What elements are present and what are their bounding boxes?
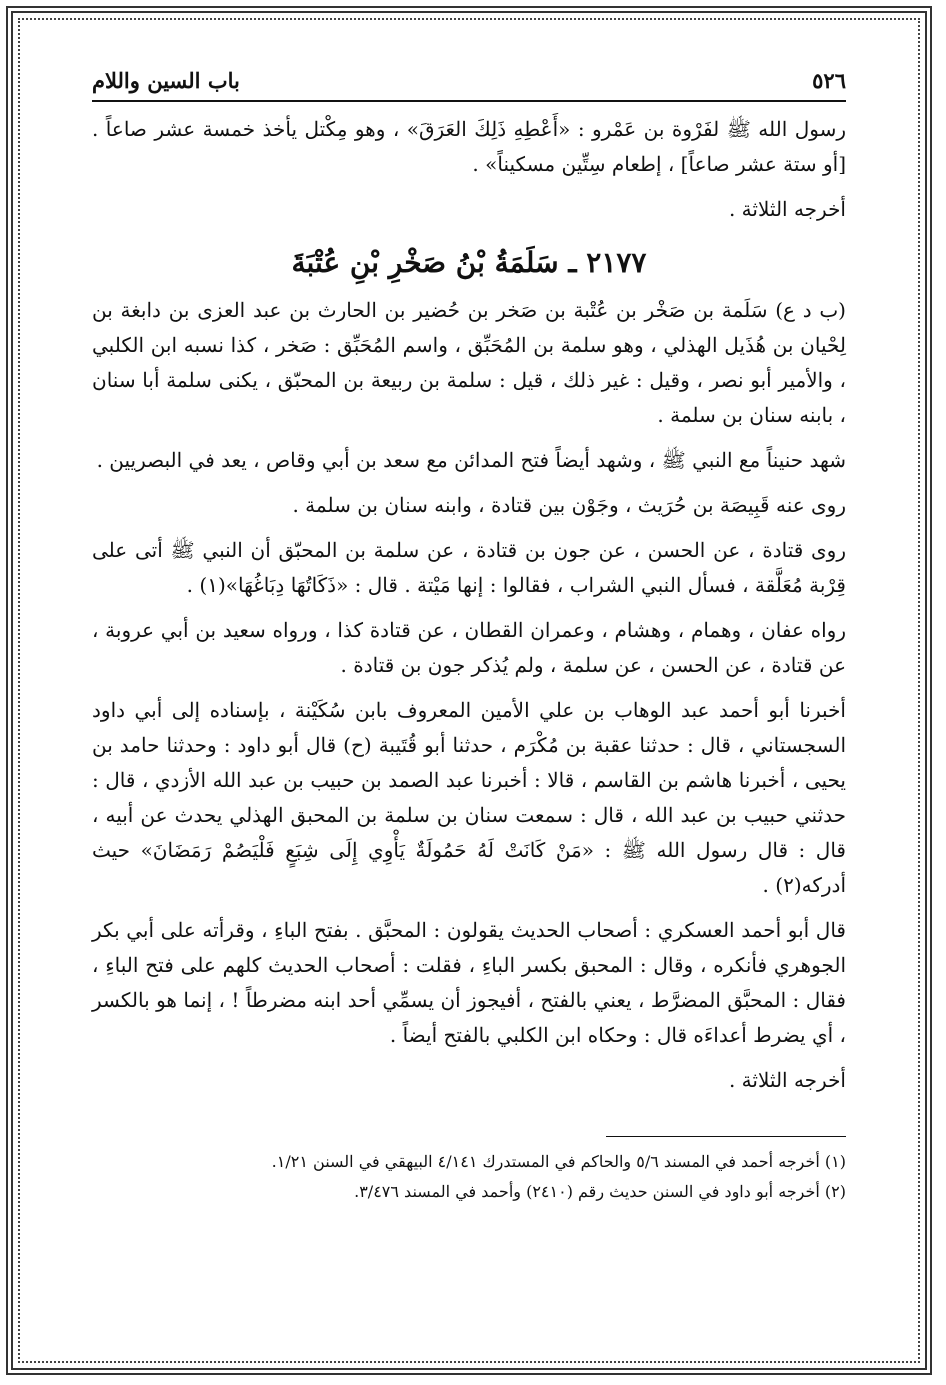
page-number: ٥٢٦ [812,68,846,93]
paragraph: أخرجه الثلاثة . [728,197,846,221]
running-header [92,66,846,102]
paragraph: رسول الله ﷺ لفَرْوة بن عَمْرو : «أَعْطِهِ ذَلِكَ العَرَقَ» ، وهو مِكْتل يأخذ خمسة عشر صاعاً . [أو ستة عشر صاعاً] ، إطعام سِتِّين مسكيناً» . [92,117,846,176]
entry-title: ٢١٧٧ ـ سَلَمَةُ بْنُ صَخْرِ بْنِ عُتْبَةَ [291,246,647,279]
footnote: (٢) أخرجه أبو داود في السنن حديث رقم (٢٤١٠) وأحمد في المسند ٣/٤٧٦. [354,1182,846,1201]
paragraph: روى قتادة ، عن الحسن ، عن جون بن قتادة ، عن سلمة بن المحبّق أن النبي ﷺ أتى على قِرْبة مُعَلَّقة ، فسأل النبي الشراب ، فقالوا : إنها مَيْتة . قال : «ذَكَاتُهَا دِبَاغُهَا»(١) . [92,538,846,597]
footnote: (١) أخرجه أحمد في المسند ٥/٦ والحاكم في المستدرك ٤/١٤١ البيهقي في السنن ١/٢١. [271,1152,846,1171]
footnote-divider [606,1136,846,1137]
paragraph: أخرجه الثلاثة . [728,1068,846,1092]
page-content [92,66,846,1207]
paragraph: قال أبو أحمد العسكري : أصحاب الحديث يقولون : المحبَّق . بفتح الباءِ ، وقرأته على أبي بكر الجوهري فأنكره ، وقال : المحبق بكسر الباءِ ، فقلت : أصحاب الحديث كلهم على فتح الباءِ ، فقال : المحبَّق المضرَّط ، يعني بالفتح ، أفيجوز أن يسمِّي أحد ابنه مضرطاً ! ، إنما هو بالكسر ، أي يضرط أعداءَه قال : وحكاه ابن الكلبي بالفتح أيضاً . [92,918,846,1047]
paragraph: رواه عفان ، وهمام ، وهشام ، وعمران القطان ، عن قتادة كذا ، ورواه سعيد بن أبي عروبة ، عن قتادة ، عن الحسن ، عن سلمة ، ولم يُذكر جون بن قتادة . [92,618,846,677]
paragraph: شهد حنيناً مع النبي ﷺ ، وشهد أيضاً فتح المدائن مع سعد بن أبي وقاص ، يعد في البصريين . [96,448,846,472]
paragraph: روى عنه قَبِيصَة بن حُرَيث ، وجَوْن بين قتادة ، وابنه سنان بن سلمة . [292,493,846,517]
paragraph: (ب د ع) سَلَمة بن صَخْر بن عُتْبة بن صَخر بن حُضير بن الحارث بن عبد العزى بن دابغة بن لِحْيان بن هُذَيل الهذلي ، وهو سلمة بن المُحَبِّق ، واسم المُحَبِّق : صَخر ، كذا نسبه ابن الكلبي ، والأمير أبو نصر ، وقيل : غير ذلك ، قيل : سلمة بن ربيعة بن المحبّق ، يكنى سلمة أبا سنان ، بابنه سنان بن سلمة . [92,298,846,427]
paragraph: أخبرنا أبو أحمد عبد الوهاب بن علي الأمين المعروف بابن سُكَيْنة ، بإسناده إلى أبي داود السجستاني ، قال : حدثنا عقبة بن مُكْرَم ، حدثنا أبو قُتَيبة (ح) قال أبو داود : وحدثنا حامد بن يحيى ، أخبرنا هاشم بن القاسم ، قالا : أخبرنا عبد الصمد بن حبيب بن عبد الله الأزدي ، قال : حدثني حبيب بن عبد الله ، قال : سمعت سنان بن سلمة بن المحبق الهذلي يحدث عن أبيه ، قال : قال رسول الله ﷺ : «مَنْ كَانَتْ لَهُ حَمُولَةٌ يَأْوِي إِلَى شِبَعٍ فَلْيَصُمْ رَمَضَانَ» حيث أدركه(٢) . [92,698,846,897]
chapter-title: باب السين واللام [92,68,240,93]
